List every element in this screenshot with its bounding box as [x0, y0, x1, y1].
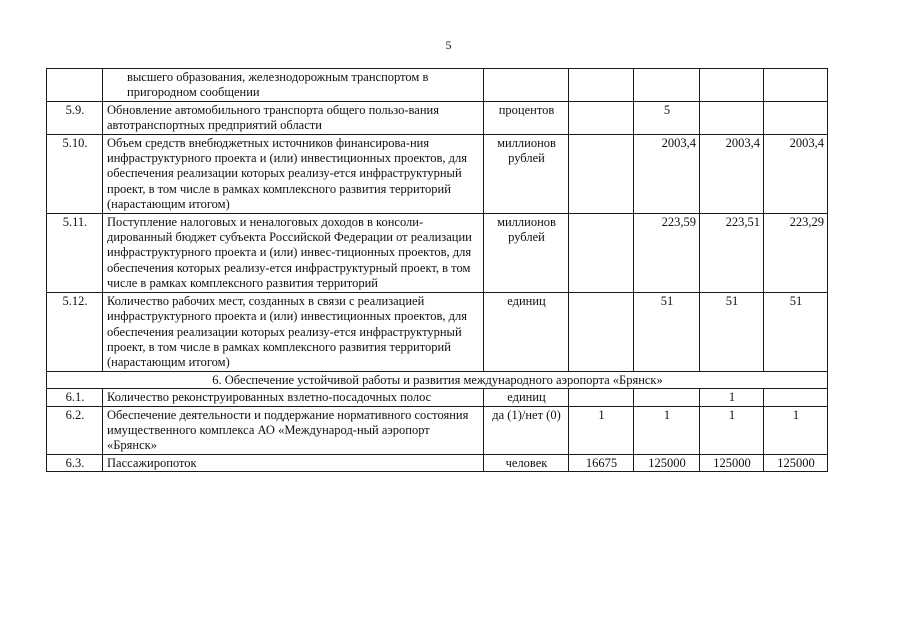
row-description: Объем средств внебюджетных источников финансирова-ния инфраструктурного проекта и (или) инвестиционных проектов, для обеспечения реализации которых реализу-ется инфраструктурный проект, в том числе в рамках комплексного развития территорий (нарастающим итогом): [103, 134, 484, 213]
row-unit: человек: [484, 454, 569, 471]
row-value-1: [569, 389, 634, 406]
row-value-4: 223,29: [764, 213, 828, 292]
row-unit: единиц: [484, 389, 569, 406]
row-description: Пассажиропоток: [103, 454, 484, 471]
row-value-2: [634, 69, 700, 102]
row-unit: единиц: [484, 292, 569, 371]
row-unit: миллионов рублей: [484, 213, 569, 292]
row-description: Поступление налоговых и неналоговых доходов в консоли-дированный бюджет субъекта Российской Федерации от реализации инфраструктурного проекта и (или) инвес-тиционных проектов, для обеспечения которых реализу-ется инфраструктурный проект, в том числе в рамках комплексного развития территорий: [103, 213, 484, 292]
indicators-table: [46, 68, 828, 472]
row-number: 6.3.: [47, 454, 103, 471]
row-number: 5.9.: [47, 101, 103, 134]
row-description: высшего образования, железнодорожным транспортом в пригородном сообщении: [103, 69, 484, 102]
row-value-3: [700, 69, 764, 102]
row-value-4: 2003,4: [764, 134, 828, 213]
row-unit: процентов: [484, 101, 569, 134]
row-value-3: [700, 101, 764, 134]
row-value-4: 125000: [764, 454, 828, 471]
row-value-3: 51: [700, 292, 764, 371]
row-value-4: [764, 389, 828, 406]
table-row: [47, 69, 828, 102]
row-number: [47, 69, 103, 102]
row-unit: да (1)/нет (0): [484, 406, 569, 454]
row-description: Обновление автомобильного транспорта общего пользо-вания автотранспортных предприятий области: [103, 101, 484, 134]
row-value-1: 1: [569, 406, 634, 454]
row-number: 5.11.: [47, 213, 103, 292]
row-value-1: 16675: [569, 454, 634, 471]
table-row: [47, 406, 828, 454]
section-title: 6. Обеспечение устойчивой работы и развития международного аэропорта «Брянск»: [47, 371, 828, 388]
row-description: Обеспечение деятельности и поддержание нормативного состояния имущественного комплекса АО «Международ-ный аэропорт «Брянск»: [103, 406, 484, 454]
row-value-1: [569, 213, 634, 292]
row-value-2: 2003,4: [634, 134, 700, 213]
row-value-2: [634, 389, 700, 406]
row-value-1: [569, 292, 634, 371]
row-number: 5.12.: [47, 292, 103, 371]
row-value-3: 223,51: [700, 213, 764, 292]
table-row: [47, 134, 828, 213]
row-value-2: 223,59: [634, 213, 700, 292]
section-header-row: [47, 371, 828, 388]
row-value-3: 1: [700, 389, 764, 406]
table-row: [47, 389, 828, 406]
row-unit: миллионов рублей: [484, 134, 569, 213]
row-description: Количество реконструированных взлетно-посадочных полос: [103, 389, 484, 406]
row-value-2: 51: [634, 292, 700, 371]
row-number: 6.2.: [47, 406, 103, 454]
table-row: [47, 101, 828, 134]
row-value-2: 5: [634, 101, 700, 134]
row-number: 6.1.: [47, 389, 103, 406]
row-value-4: [764, 69, 828, 102]
table-row: [47, 454, 828, 471]
table-row: [47, 292, 828, 371]
row-value-4: [764, 101, 828, 134]
row-number: 5.10.: [47, 134, 103, 213]
row-value-1: [569, 134, 634, 213]
row-value-4: 1: [764, 406, 828, 454]
row-description: Количество рабочих мест, созданных в связи с реализацией инфраструктурного проекта и (или) инвестиционных проектов, для обеспечения реализации которых реализу-ется инфраструктурный проект, в том числе в рамках комплексного развития территорий (нарастающим итогом): [103, 292, 484, 371]
row-unit: [484, 69, 569, 102]
table-row: [47, 213, 828, 292]
row-value-2: 125000: [634, 454, 700, 471]
page-number: 5: [445, 38, 452, 52]
row-value-1: [569, 101, 634, 134]
row-value-3: 125000: [700, 454, 764, 471]
row-value-2: 1: [634, 406, 700, 454]
row-value-1: [569, 69, 634, 102]
row-value-3: 2003,4: [700, 134, 764, 213]
row-value-4: 51: [764, 292, 828, 371]
row-value-3: 1: [700, 406, 764, 454]
